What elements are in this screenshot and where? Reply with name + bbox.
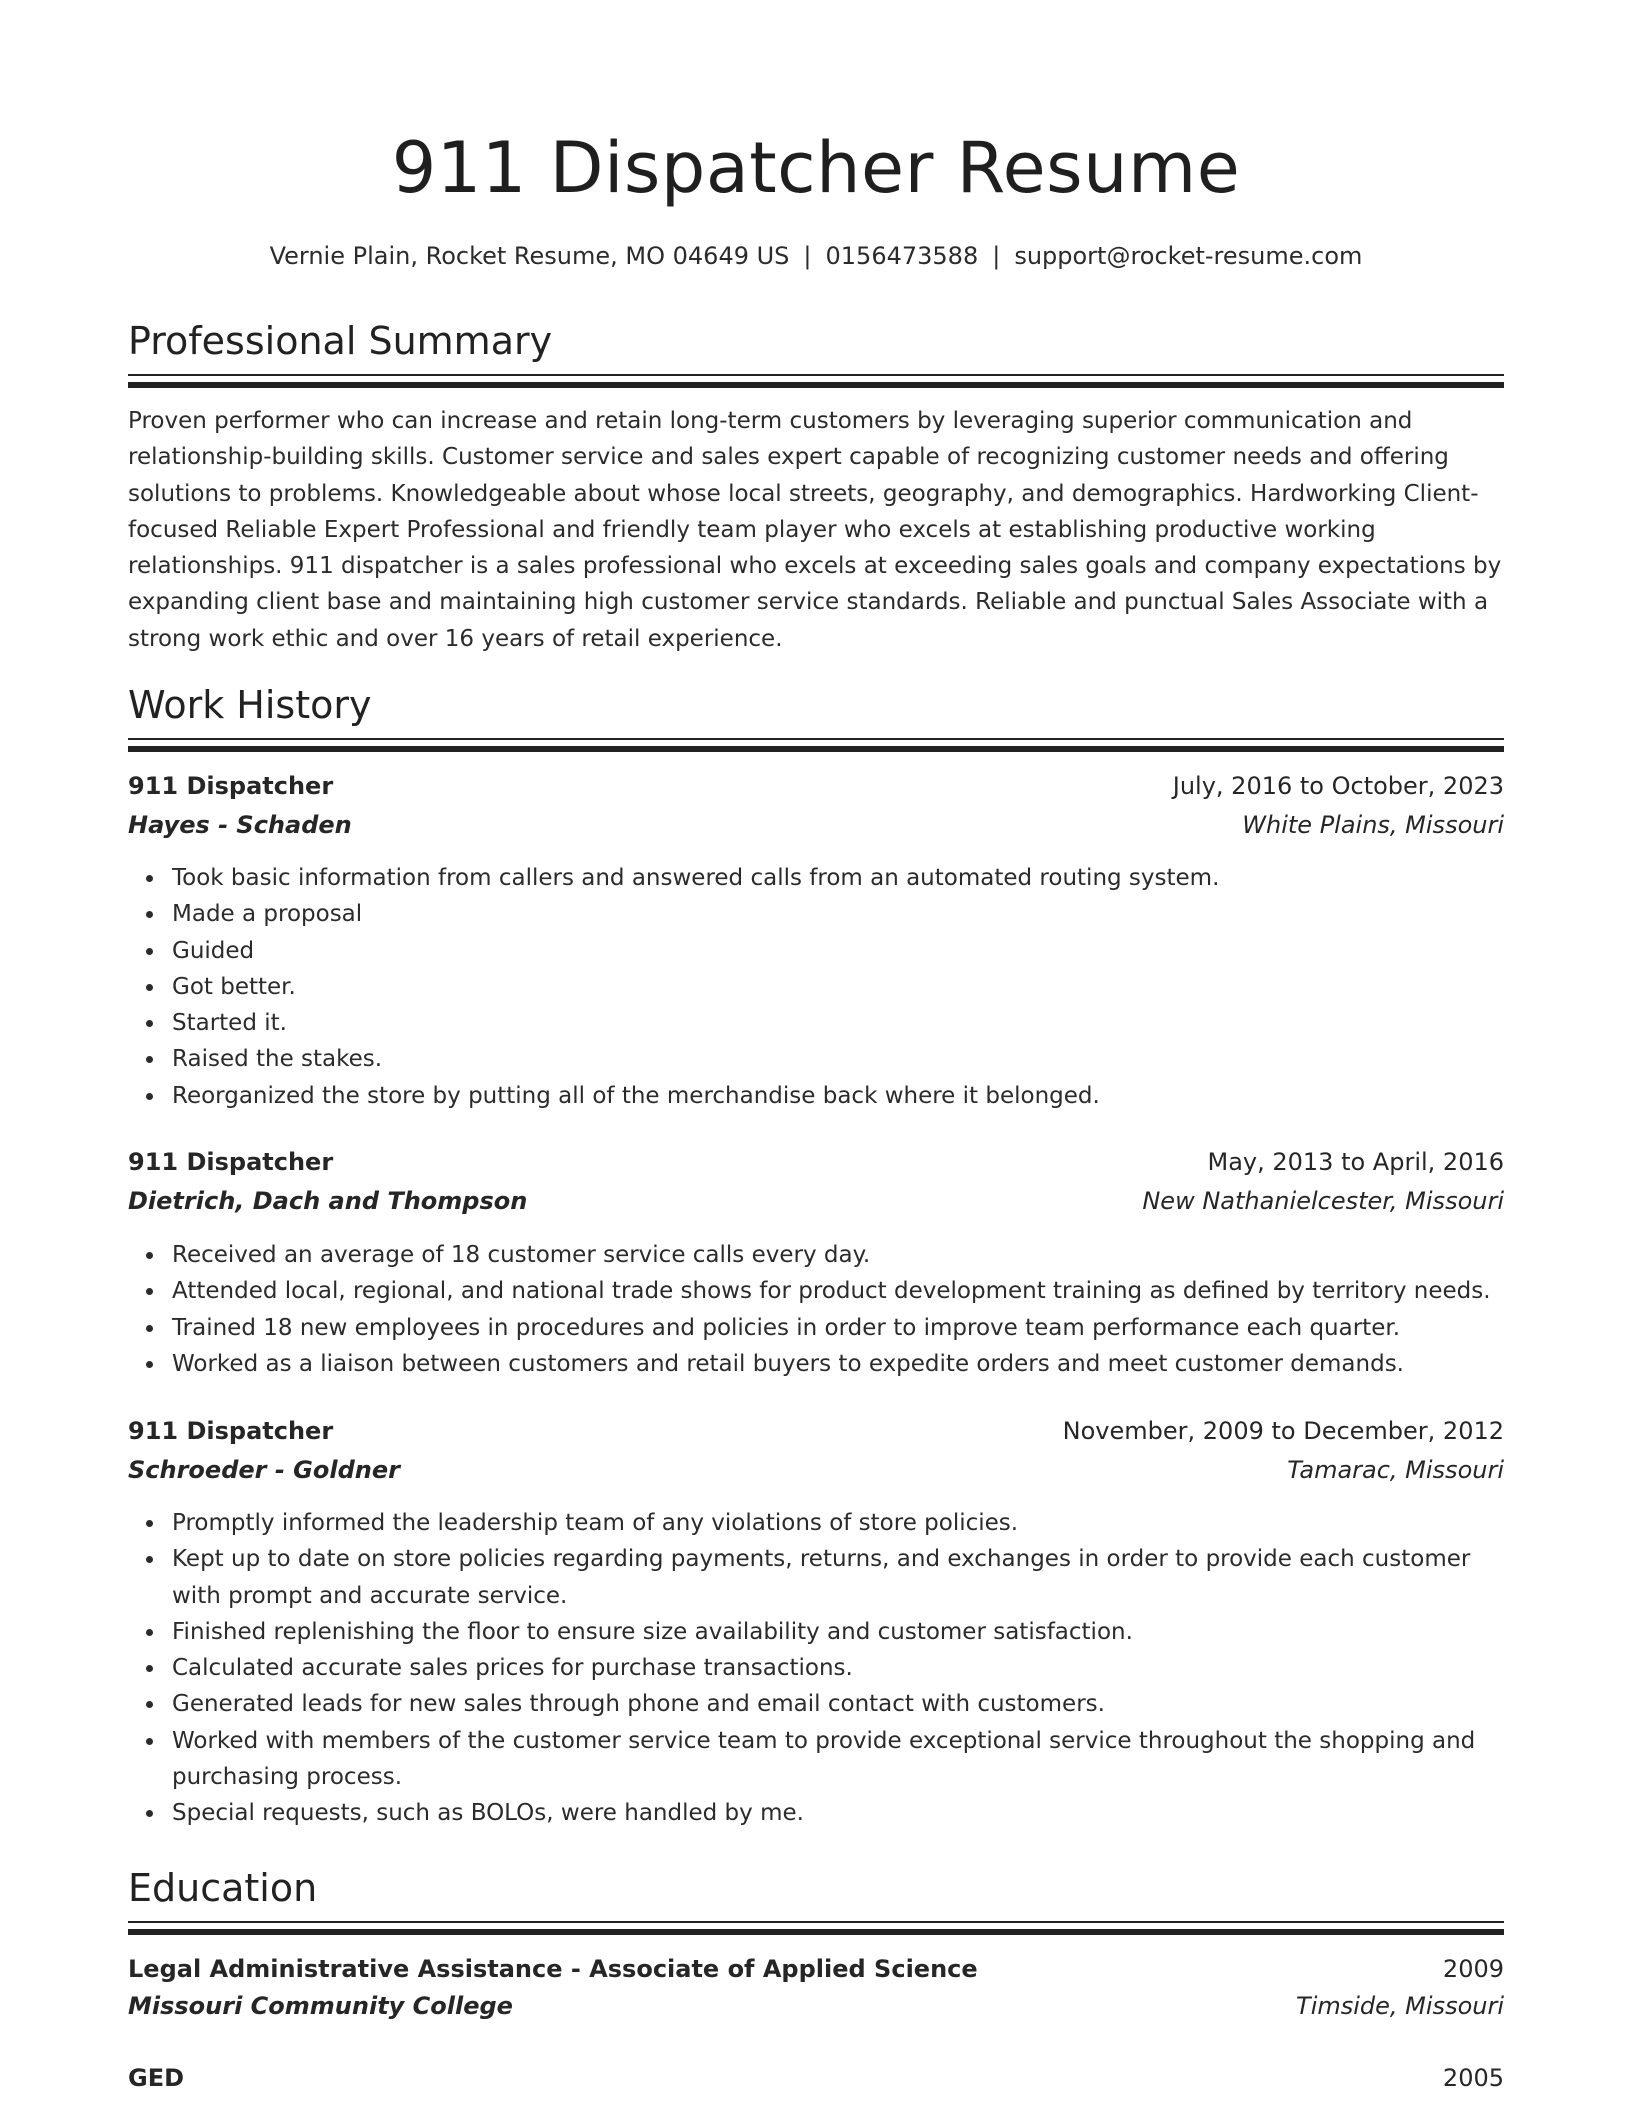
list-item: Trained 18 new employees in procedures and policies in order to improve team performance each quarter. bbox=[172, 1310, 1504, 1346]
list-item: Got better. bbox=[172, 969, 1504, 1005]
list-item: Received an average of 18 customer service calls every day. bbox=[172, 1237, 1504, 1273]
list-item: Kept up to date on store policies regarding payments, returns, and exchanges in order to provide each customer with prompt and accurate service. bbox=[172, 1541, 1504, 1614]
job-company: Dietrich, Dach and Thompson bbox=[128, 1187, 528, 1215]
list-item: Guided bbox=[172, 933, 1504, 969]
education-school: Missouri Community College bbox=[128, 1992, 513, 2020]
job-subheader bbox=[128, 1451, 1504, 1489]
list-item: Promptly informed the leadership team of any violations of store policies. bbox=[172, 1505, 1504, 1541]
job-title: 911 Dispatcher bbox=[128, 772, 334, 800]
job-header bbox=[128, 1143, 1504, 1181]
contact-address: Vernie Plain, Rocket Resume, MO 04649 US bbox=[269, 242, 790, 270]
section-divider bbox=[128, 738, 1504, 751]
job-subheader bbox=[128, 806, 1504, 844]
contact-line bbox=[128, 238, 1504, 274]
list-item: Worked with members of the customer service team to provide exceptional service throughout the shopping and purchasing process. bbox=[172, 1723, 1504, 1796]
job-company: Schroeder - Goldner bbox=[128, 1456, 400, 1484]
list-item: Took basic information from callers and answered calls from an automated routing system. bbox=[172, 860, 1504, 896]
list-item: Generated leads for new sales through phone and email contact with customers. bbox=[172, 1686, 1504, 1722]
list-item: Worked as a liaison between customers and retail buyers to expedite orders and meet customer demands. bbox=[172, 1346, 1504, 1382]
job-bullets bbox=[128, 1237, 1504, 1382]
job-location: New Nathanielcester, Missouri bbox=[1142, 1187, 1504, 1215]
section-divider bbox=[128, 374, 1504, 387]
work-history-heading: Work History bbox=[128, 683, 372, 727]
list-item: Made a proposal bbox=[172, 896, 1504, 932]
education-year: 2009 bbox=[1442, 1955, 1504, 1983]
education-entry-subheader bbox=[128, 1987, 1504, 2025]
job-bullets bbox=[128, 860, 1504, 1114]
job-dates: July, 2016 to October, 2023 bbox=[1172, 772, 1504, 800]
contact-separator: | bbox=[992, 242, 1001, 270]
job-dates: May, 2013 to April, 2016 bbox=[1207, 1148, 1504, 1176]
summary-text: Proven performer who can increase and retain long-term customers by leveraging superior communication and relationship-building skills. Customer service and sales expert capable of recognizing customer needs and offering solutions to problems. Knowledgeable about whose local streets, geography, and demographics. Hardworking Client-focused Reliable Expert Professional and friendly team player who excels at establishing productive working relationships. 911 dispatcher is a sales professional who excels at exceeding sales goals and company expectations by expanding client base and maintaining high customer service standards. Reliable and punctual Sales Associate with a strong work ethic and over 16 years of retail experience. bbox=[128, 408, 1502, 652]
job-bullets bbox=[128, 1505, 1504, 1832]
list-item: Finished replenishing the floor to ensure size availability and customer satisfaction. bbox=[172, 1614, 1504, 1650]
job-header bbox=[128, 1412, 1504, 1450]
education-year: 2005 bbox=[1442, 2064, 1504, 2092]
job-company: Hayes - Schaden bbox=[128, 811, 352, 839]
education-degree: Legal Administrative Assistance - Associate of Applied Science bbox=[128, 1955, 978, 1983]
list-item: Calculated accurate sales prices for purchase transactions. bbox=[172, 1650, 1504, 1686]
job-subheader bbox=[128, 1182, 1504, 1220]
section-divider bbox=[128, 1921, 1504, 1934]
contact-email: support@rocket-resume.com bbox=[1014, 242, 1363, 270]
list-item: Attended local, regional, and national trade shows for product development training as defined by territory needs. bbox=[172, 1273, 1504, 1309]
list-item: Reorganized the store by putting all of the merchandise back where it belonged. bbox=[172, 1078, 1504, 1114]
job-title: 911 Dispatcher bbox=[128, 1417, 334, 1445]
education-entry-header bbox=[128, 2059, 1504, 2097]
education-heading: Education bbox=[128, 1866, 318, 1910]
list-item: Special requests, such as BOLOs, were handled by me. bbox=[172, 1795, 1504, 1831]
job-header bbox=[128, 767, 1504, 805]
job-location: Tamarac, Missouri bbox=[1287, 1456, 1504, 1484]
education-degree: GED bbox=[128, 2064, 185, 2092]
education-location: Timside, Missouri bbox=[1296, 1992, 1504, 2020]
contact-phone: 0156473588 bbox=[825, 242, 979, 270]
job-dates: November, 2009 to December, 2012 bbox=[1062, 1417, 1504, 1445]
summary-heading: Professional Summary bbox=[128, 319, 553, 363]
education-entry-header bbox=[128, 1950, 1504, 1988]
resume-title: 911 Dispatcher Resume bbox=[391, 127, 1241, 209]
job-location: White Plains, Missouri bbox=[1242, 811, 1504, 839]
list-item: Raised the stakes. bbox=[172, 1041, 1504, 1077]
list-item: Started it. bbox=[172, 1005, 1504, 1041]
contact-separator: | bbox=[803, 242, 812, 270]
job-title: 911 Dispatcher bbox=[128, 1148, 334, 1176]
